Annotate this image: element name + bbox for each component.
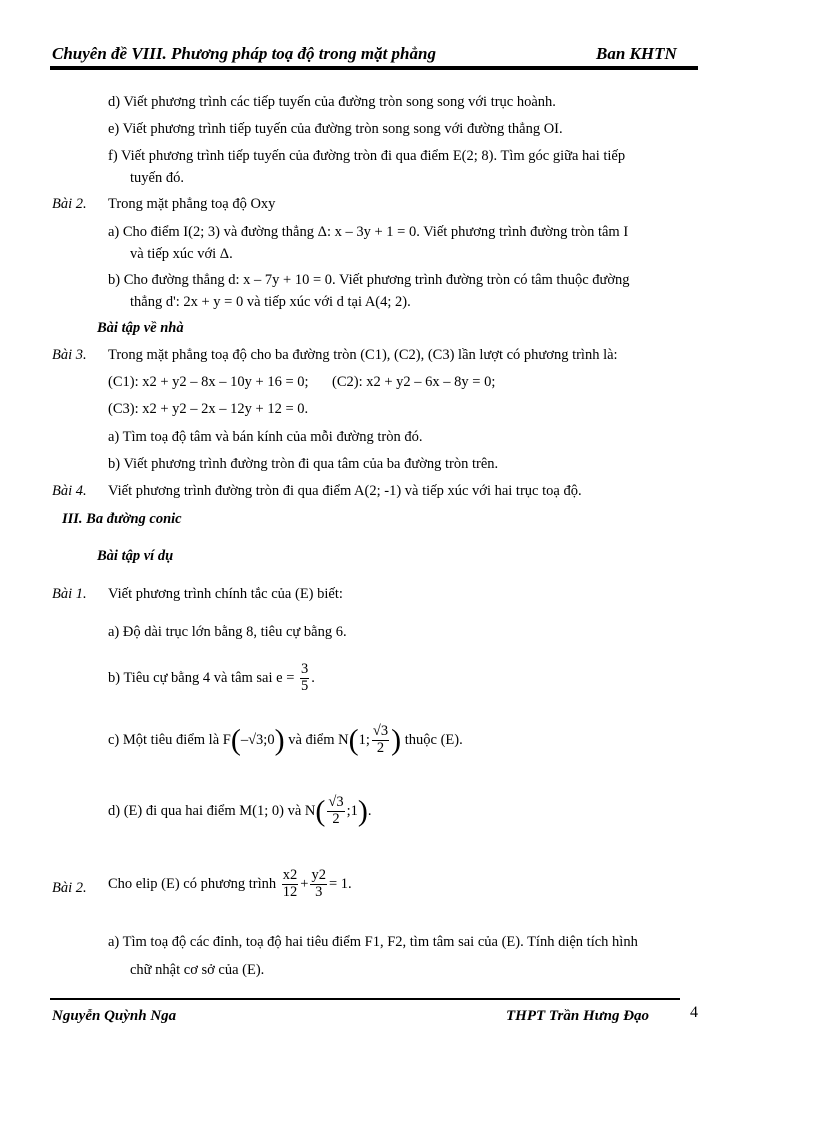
ex2-a-cont: chữ nhật cơ sở của (E). <box>130 962 265 978</box>
ex2-frac1 <box>282 868 299 901</box>
ex1-b-den: 5 <box>301 677 309 694</box>
ex1-c-mid: và điểm N <box>288 731 349 748</box>
ex1-c-focus: –√3;0 <box>240 731 275 748</box>
bai2-a-cont: và tiếp xúc với Δ. <box>130 246 233 262</box>
ex1-d-num: √3 <box>328 794 344 810</box>
bai4-text: Viết phương trình đường tròn đi qua điểm A(2; -1) và tiếp xúc với hai trục toạ độ. <box>108 483 582 499</box>
ex2-label: Bài 2. <box>52 880 87 896</box>
footer-author: Nguyễn Quỳnh Nga <box>52 1008 177 1024</box>
ex2-frac2 <box>310 868 327 901</box>
ex1-label: Bài 1. <box>52 586 87 602</box>
ex1-b: b) Tiêu cự bằng 4 và tâm sai e = $\frac{3}{5}$ . <box>108 661 315 694</box>
header-title: Chuyên đề VIII. Phương pháp toạ độ trong mặt phẳng <box>52 44 436 63</box>
ex1-c-fraction <box>372 724 389 757</box>
ex2-n2: y2 <box>311 867 326 883</box>
ex2-a: a) Tìm toạ độ các đỉnh, toạ độ hai tiêu điểm F1, F2, tìm tâm sai của (E). Tính diện tích hình <box>108 934 638 950</box>
ex1-d-pre: d) (E) đi qua hai điểm M(1; 0) và N <box>108 802 316 819</box>
ex1-b-text: b) Tiêu cự bằng 4 và tâm sai e = <box>108 669 295 686</box>
item-1f-cont: tuyến đó. <box>130 170 184 186</box>
ex2-n1: x2 <box>282 867 298 883</box>
ex1-c-post: thuộc (E). <box>404 731 463 748</box>
ex2-d1: 12 <box>282 883 298 900</box>
ex1-text: Viết phương trình chính tắc của (E) biết: <box>108 586 343 602</box>
ex1-d: d) (E) đi qua hai điểm M(1; 0) và N( $\frac{√3}{2}$ ;1). <box>108 794 372 828</box>
ex1-c-den: 2 <box>376 739 385 756</box>
ex2-eq: = 1. <box>328 875 352 892</box>
bai3-text: Trong mặt phẳng toạ độ cho ba đường tròn (C1), (C2), (C3) lần lượt có phương trình là: <box>108 347 618 363</box>
bai2-b-cont: thẳng d': 2x + y = 0 và tiếp xúc với d tại A(4; 2). <box>130 294 411 310</box>
bai2-b: b) Cho đường thẳng d: x – 7y + 10 = 0. Viết phương trình đường tròn có tâm thuộc đường <box>108 272 630 288</box>
ex1-d-den: 2 <box>332 810 340 827</box>
ex1-c-n1: 1; <box>358 731 370 748</box>
homework-heading: Bài tập về nhà <box>97 320 184 336</box>
ex1-b-fraction <box>300 662 309 695</box>
circle-c2: (C2): x2 + y2 – 6x – 8y = 0; <box>332 374 496 390</box>
ex2-text: Cho elip (E) có phương trình <box>108 875 277 892</box>
bai3-a: a) Tìm toạ độ tâm và bán kính của mỗi đường tròn đó. <box>108 429 423 445</box>
ex1-d-fraction <box>327 795 344 828</box>
ex1-a: a) Độ dài trục lớn bằng 8, tiêu cự bằng 6. <box>108 624 347 640</box>
footer-rule <box>50 998 680 1000</box>
ex1-c: c) Một tiêu điểm là F(–√3;0) và điểm N(1; $\frac{√3}{2}$ ) thuộc (E). <box>108 723 463 757</box>
footer-school: THPT Trần Hưng Đạo <box>506 1008 650 1024</box>
circle-c1: (C1): x2 + y2 – 8x – 10y + 16 = 0; <box>108 374 309 390</box>
ex1-b-num: 3 <box>301 661 309 677</box>
bai2-text: Trong mặt phẳng toạ độ Oxy <box>108 196 276 212</box>
page-number: 4 <box>690 1004 698 1021</box>
circle-c3: (C3): x2 + y2 – 2x – 12y + 12 = 0. <box>108 401 309 417</box>
header-rule <box>50 66 698 70</box>
examples-heading: Bài tập ví dụ <box>97 548 174 564</box>
item-1e: e) Viết phương trình tiếp tuyến của đường tròn song song với đường thẳng OI. <box>108 121 563 137</box>
section-3-heading: III. Ba đường conic <box>62 511 182 527</box>
ex1-d-tail: ;1 <box>346 802 358 819</box>
bai4-label: Bài 4. <box>52 483 87 499</box>
bai3-b: b) Viết phương trình đường tròn đi qua tâm của ba đường tròn trên. <box>108 456 499 472</box>
bai2-label: Bài 2. <box>52 196 87 212</box>
ex1-c-pre: c) Một tiêu điểm là F <box>108 731 231 748</box>
ex2-line: Cho elip (E) có phương trình $\frac{x2}{12}$ + $\frac{y2}{3}$ = 1. <box>108 867 352 900</box>
ex2-d2: 3 <box>315 883 323 900</box>
bai3-label: Bài 3. <box>52 347 87 363</box>
item-1d: d) Viết phương trình các tiếp tuyến của đường tròn song song với trục hoành. <box>108 94 556 110</box>
header-right: Ban KHTN <box>596 44 677 63</box>
ex1-c-num: √3 <box>372 723 389 739</box>
item-1f: f) Viết phương trình tiếp tuyến của đường tròn đi qua điểm E(2; 8). Tìm góc giữa hai tiếp <box>108 148 626 164</box>
bai2-a: a) Cho điểm I(2; 3) và đường thẳng Δ: x – 3y + 1 = 0. Viết phương trình đường tròn tâm I <box>108 224 629 240</box>
